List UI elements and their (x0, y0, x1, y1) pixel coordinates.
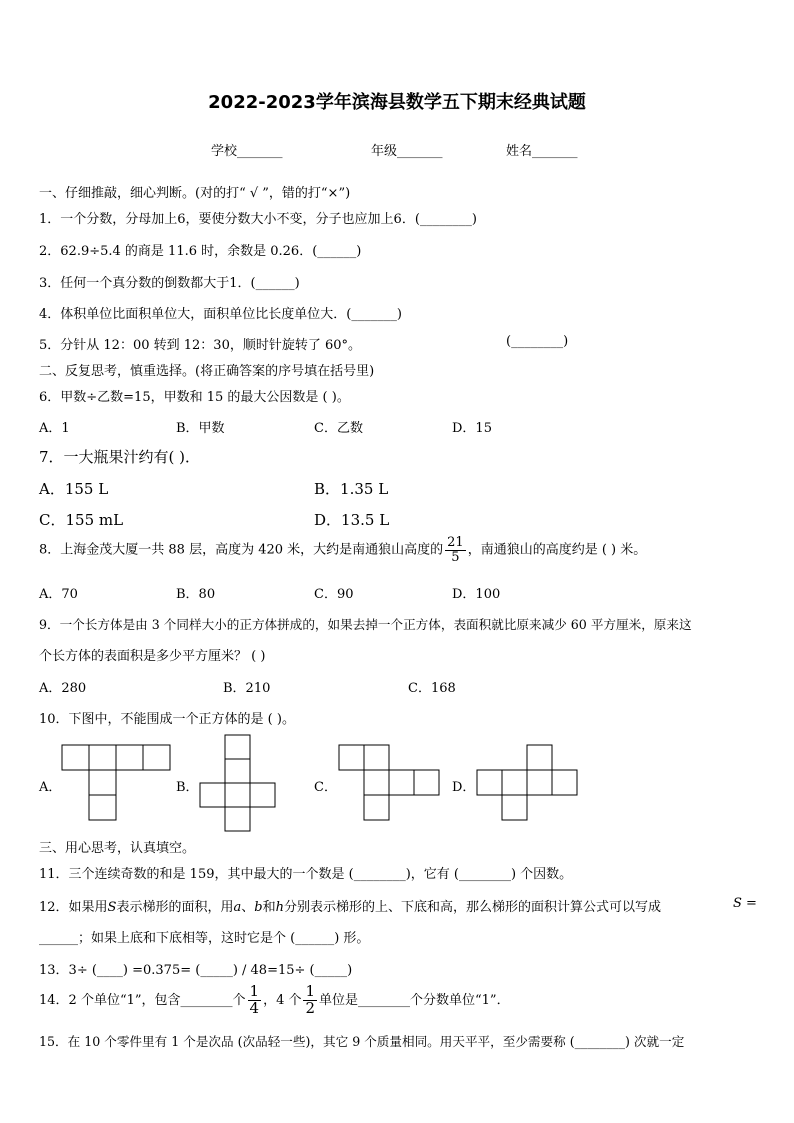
school-field[interactable]: 学校_______ (211, 144, 283, 159)
q8-option-a[interactable]: A．70 (39, 587, 78, 602)
q6-option-b[interactable]: B．甲数 (176, 421, 225, 436)
q6-option-c[interactable]: C．乙数 (314, 421, 363, 436)
q8-fraction-numerator: 21 (447, 535, 464, 550)
q14-fraction-2-numerator: 1 (305, 982, 316, 1000)
question-12-line-1 (39, 896, 661, 915)
q14-fraction-1-numerator: 1 (249, 982, 260, 1000)
q6-option-d[interactable]: D．15 (452, 421, 492, 436)
q8-fraction-denominator: 5 (451, 549, 460, 565)
cube-net-a (62, 745, 172, 820)
question-4: 4．体积单位比面积单位大，面积单位比长度单位大．(_______) (39, 307, 402, 322)
q8-fraction (445, 536, 466, 564)
q14-fraction-2 (303, 984, 317, 1017)
cube-net-b (200, 735, 276, 831)
q8-text-a: 8．上海金茂大厦一共 88 层，高度为 420 米，大约是南通狼山高度的 (39, 542, 444, 558)
question-15: 15．在 10 个零件里有 1 个是次品 (次品轻一些)，其它 9 个质量相同。用天平平，至少需要称 (________) 次就一定 (39, 1034, 685, 1049)
q10-option-a-label[interactable]: A． (39, 780, 62, 795)
q7-option-a[interactable]: A．155 L (39, 480, 109, 498)
cube-net-d (477, 745, 577, 820)
q7-option-d[interactable]: D．13.5 L (314, 511, 390, 529)
q9-option-a[interactable]: A．280 (39, 681, 87, 696)
q6-option-a[interactable]: A．1 (39, 421, 70, 436)
question-2: 2．62.9÷5.4 的商是 11.6 时，余数是 0.26．(______) (39, 244, 362, 259)
section-1-heading: 一、仔细推敲，细心判断。(对的打“ √ ”，错的打“×”) (39, 186, 351, 201)
question-12-line-2: ______；如果上底和下底相等，这时它是个 (______) 形。 (39, 931, 370, 946)
question-5: 5．分针从 12：00 转到 12：30，顺时针旋转了 60°。 (39, 338, 362, 353)
question-14 (39, 984, 510, 1017)
question-11: 11．三个连续奇数的和是 159，其中最大的一个数是 (________)，它有 (________) 个因数。 (39, 867, 573, 882)
q7-option-b[interactable]: B．1.35 L (314, 480, 389, 498)
cube-net-c (339, 745, 439, 820)
section-2-heading: 二、反复思考，慎重选择。(将正确答案的序号填在括号里) (39, 364, 375, 379)
q8-option-c[interactable]: C．90 (314, 587, 354, 602)
question-13: 13．3÷ (____) =0.375= (_____) / 48=15÷ (_____) (39, 963, 353, 978)
q9-option-b[interactable]: B．210 (223, 681, 271, 696)
question-8 (39, 536, 646, 564)
q7-option-c[interactable]: C．155 mL (39, 511, 124, 529)
q9-option-c[interactable]: C．168 (408, 681, 456, 696)
q12-var-s: S (107, 900, 117, 915)
q14-text-c: 单位是________个分数单位“1”． (319, 992, 510, 1008)
q8-option-b[interactable]: B．80 (176, 587, 216, 602)
q14-fraction-2-denominator: 2 (305, 998, 316, 1017)
q12-var-a: a (233, 900, 242, 915)
q12-var-h: h (275, 900, 284, 915)
q12-var-b: b (254, 900, 263, 915)
q14-text-a: 14．2 个单位“1”，包含________个 (39, 992, 246, 1008)
grade-field[interactable]: 年级_______ (371, 144, 443, 159)
q12-text-e: 分别表示梯形的上、下底和高，那么梯形的面积计算公式可以写成 (283, 900, 661, 915)
q12-equals: = (746, 896, 757, 911)
question-1: 1．一个分数，分母加上6，要使分数大小不变，分子也应加上6．(________) (39, 212, 477, 227)
question-5-blank[interactable]: (________) (506, 334, 569, 349)
q14-text-b: ，4 个 (263, 992, 302, 1008)
q12-text-b: 表示梯形的面积，用 (116, 900, 234, 915)
q8-text-b: ，南通狼山的高度约是 ( ) 米。 (467, 542, 647, 558)
question-6: 6．甲数÷乙数=15，甲数和 15 的最大公因数是 ( )。 (39, 390, 350, 405)
section-3-heading: 三、用心思考，认真填空。 (39, 841, 196, 856)
q12-var-s-2: S (733, 896, 742, 911)
q10-option-b-label[interactable]: B． (176, 780, 199, 795)
question-7: 7．一大瓶果汁约有( )． (39, 448, 201, 466)
q12-formula-end (733, 896, 757, 911)
question-9-line-2: 个长方体的表面积是多少平方厘米？ ( ) (39, 649, 266, 664)
page-title: 2022-2023学年滨海县数学五下期末经典试题 (208, 92, 586, 113)
q12-text-a: 12．如果用 (39, 900, 108, 915)
question-9-line-1: 9．一个长方体是由 3 个同样大小的正方体拼成的，如果去掉一个正方体，表面积就比原来减少 60 平方厘米，原来这 (39, 617, 692, 632)
q12-text-c: 、 (241, 900, 255, 915)
q10-option-c-label[interactable]: C． (314, 780, 337, 795)
question-10: 10．下图中，不能围成一个正方体的是 ( )。 (39, 712, 295, 727)
q10-option-d-label[interactable]: D． (452, 780, 476, 795)
q14-fraction-1-denominator: 4 (249, 998, 260, 1017)
q12-text-d: 和 (262, 900, 276, 915)
q8-option-d[interactable]: D．100 (452, 587, 501, 602)
q14-fraction-1 (248, 984, 262, 1017)
name-field[interactable]: 姓名_______ (506, 144, 578, 159)
question-3: 3．任何一个真分数的倒数都大于1．(______) (39, 276, 300, 291)
